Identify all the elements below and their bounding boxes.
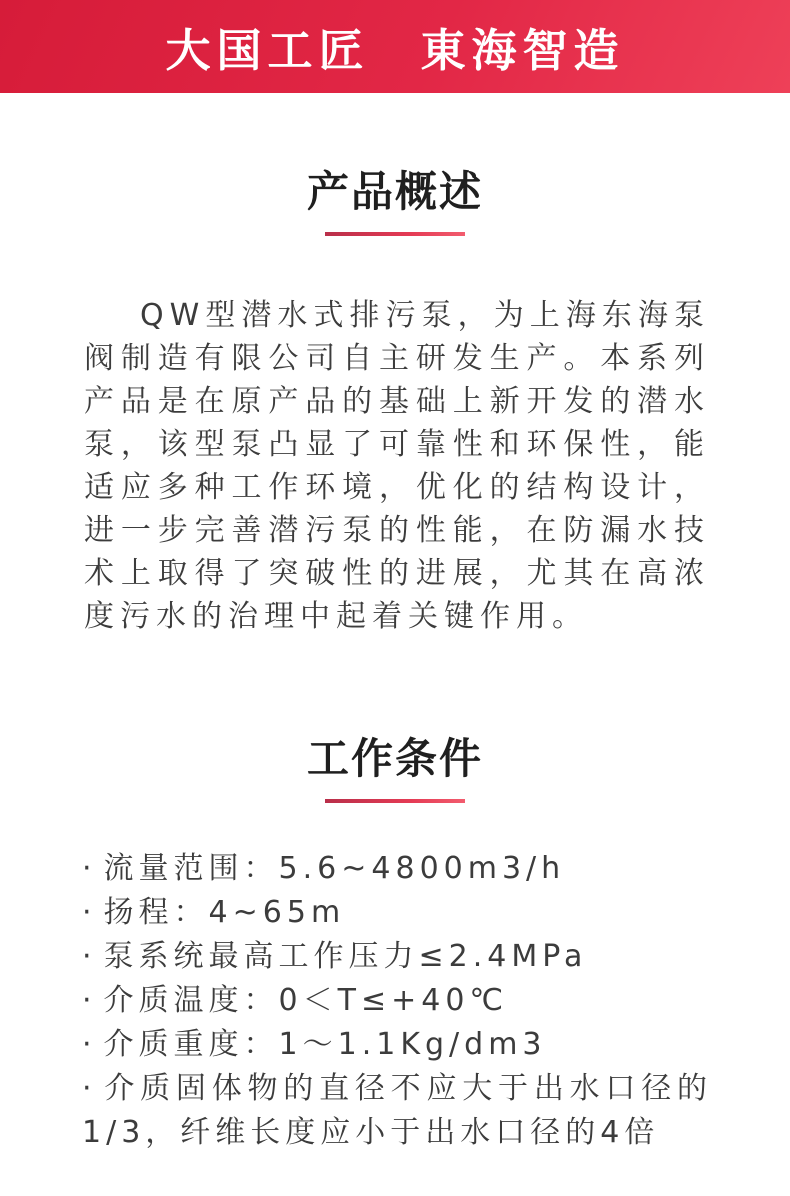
- section-product-overview: [0, 167, 790, 236]
- header-banner: [0, 0, 790, 93]
- conditions-section-title: 工作条件: [306, 734, 483, 783]
- list-item-text: 泵系统最高工作压力≤2.4MPa: [103, 939, 588, 974]
- banner-title: 大国工匠 東海智造: [165, 24, 625, 77]
- bullet-dot: ·: [82, 1027, 92, 1062]
- bullet-dot: ·: [82, 851, 92, 886]
- list-item: [82, 1023, 712, 1067]
- overview-section-title: 产品概述: [306, 167, 483, 216]
- bullet-dot: ·: [82, 1071, 92, 1106]
- list-item-text: 介质温度：0＜T≤+40℃: [103, 983, 509, 1018]
- list-item: [82, 847, 712, 891]
- list-item-text: 介质固体物的直径不应大于出水口径的1/3，纤维长度应小于出水口径的4倍: [82, 1071, 712, 1150]
- list-item-text: 介质重度：1～1.1Kg/dm3: [103, 1027, 547, 1062]
- list-item: [82, 979, 712, 1023]
- list-item: [82, 935, 712, 979]
- bullet-dot: ·: [82, 939, 92, 974]
- bullet-dot: ·: [82, 983, 92, 1018]
- title-underline-divider: [325, 232, 465, 236]
- list-item-text: 流量范围：5.6~4800m3/h: [103, 851, 566, 886]
- bullet-dot: ·: [82, 895, 92, 930]
- section-working-conditions: [0, 734, 790, 803]
- list-item-text: 扬程：4~65m: [103, 895, 346, 930]
- title-underline-divider: [325, 799, 465, 803]
- working-conditions-list: [82, 847, 712, 1155]
- overview-paragraph: QW型潜水式排污泵，为上海东海泵阀制造有限公司自主研发生产。本系列产品是在原产品的基础上新开发的潜水泵，该型泵凸显了可靠性和环保性，能适应多种工作环境，优化的结构设计，进一步完善潜污泵的性能，在防漏水技术上取得了突破性的进展，尤其在高浓度污水的治理中起着关键作用。: [84, 298, 710, 634]
- list-item: [82, 1067, 712, 1155]
- list-item: [82, 891, 712, 935]
